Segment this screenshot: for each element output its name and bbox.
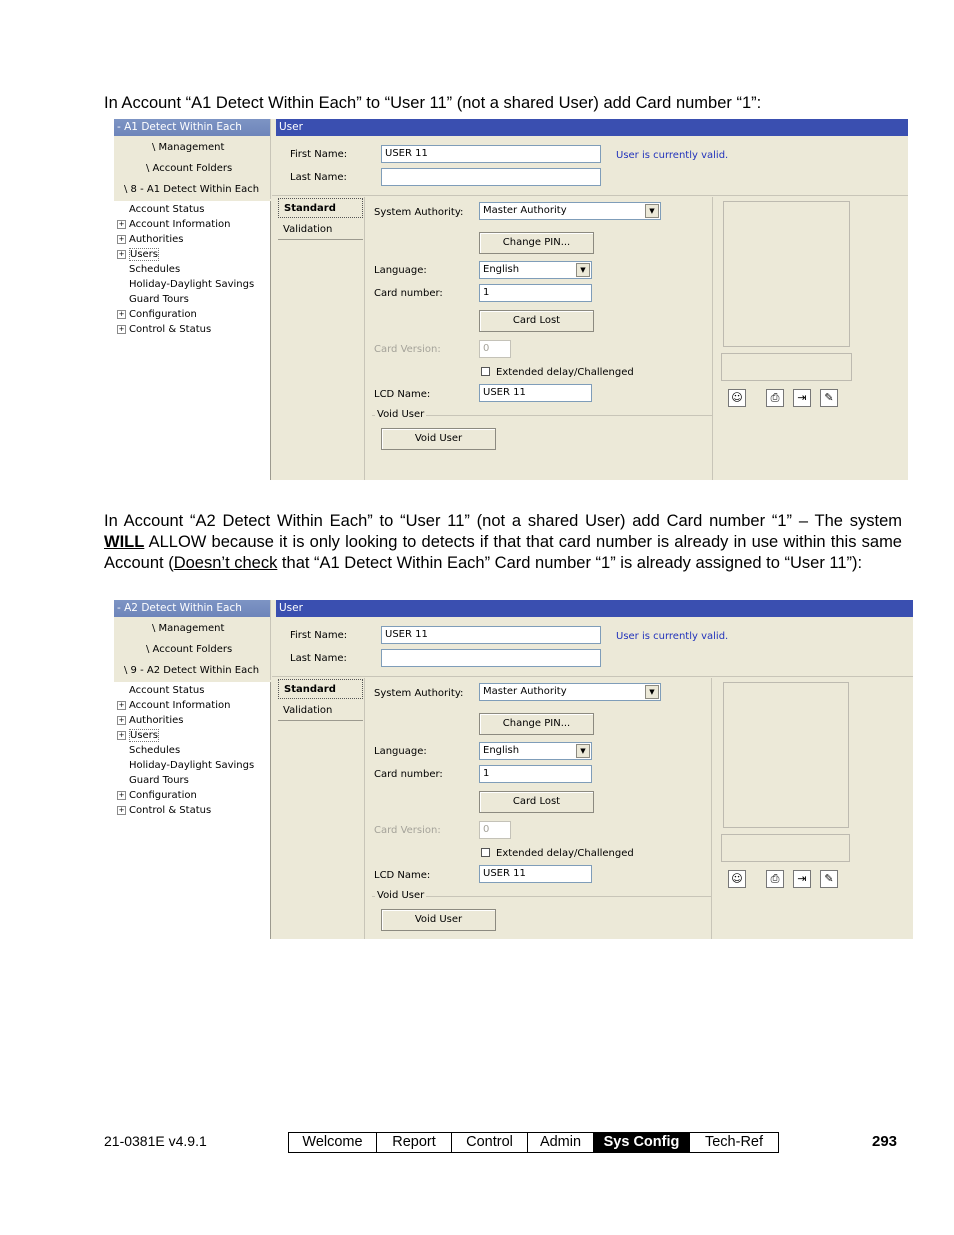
tree-item[interactable]: + Configuration (118, 790, 197, 801)
tree-title: - A2 Detect Within Each (114, 600, 270, 617)
user-panel-title: User (276, 600, 913, 617)
lcd-name-label: LCD Name: (374, 389, 431, 400)
page-number: 293 (872, 1133, 898, 1150)
tree-item[interactable]: Guard Tours (129, 294, 189, 305)
system-authority-label: System Authority: (374, 688, 464, 699)
tree-item[interactable]: Holiday-Daylight Savings (129, 279, 255, 290)
user-valid-status: User is currently valid. (616, 631, 729, 642)
screenshot-a1 (114, 119, 908, 480)
footer-tab-report[interactable]: Report (377, 1133, 452, 1152)
system-authority-select[interactable]: Master Authority ▼ (479, 683, 661, 701)
card-lost-button[interactable]: Card Lost (479, 791, 594, 813)
tab-standard[interactable]: Standard (278, 679, 363, 699)
first-name-input[interactable]: USER 11 (381, 145, 601, 163)
chevron-down-icon: ▼ (576, 744, 590, 758)
system-authority-select[interactable]: Master Authority ▼ (479, 202, 661, 220)
card-version-input: 0 (479, 821, 511, 839)
language-select[interactable]: English ▼ (479, 742, 592, 760)
card-lost-button[interactable]: Card Lost (479, 310, 594, 332)
chevron-down-icon: ▼ (645, 685, 659, 699)
lcd-name-input[interactable]: USER 11 (479, 865, 592, 883)
language-select[interactable]: English ▼ (479, 261, 592, 279)
card-version-label: Card Version: (374, 825, 441, 836)
tree-item[interactable]: + Configuration (118, 309, 197, 320)
last-name-input[interactable] (381, 168, 601, 186)
expand-icon: + (118, 325, 125, 333)
footer-tab-control[interactable]: Control (452, 1133, 528, 1152)
tree-item[interactable]: + Control & Status (118, 805, 212, 816)
extended-delay-checkbox[interactable] (481, 848, 490, 857)
tree-item[interactable]: Account Status (129, 204, 205, 215)
photo-caption-box (721, 834, 850, 862)
tree-item[interactable]: + Control & Status (118, 324, 212, 335)
extended-delay-checkbox[interactable] (481, 367, 490, 376)
printer-setup-icon[interactable]: ⇥ (793, 389, 811, 407)
card-number-label: Card number: (374, 769, 443, 780)
card-version-input: 0 (479, 340, 511, 358)
photo-caption-box (721, 353, 852, 381)
screenshot-a2 (114, 600, 913, 939)
tree-node-account[interactable]: \ 8 - A1 Detect Within Each (124, 184, 260, 195)
tools-icon[interactable]: ✎ (820, 389, 838, 407)
change-pin-button[interactable]: Change PIN... (479, 232, 594, 254)
first-name-label: First Name: (290, 630, 348, 641)
tree-item[interactable]: + Users (118, 249, 159, 260)
void-user-button[interactable]: Void User (381, 428, 496, 450)
tab-standard[interactable]: Standard (278, 198, 363, 218)
lcd-name-label: LCD Name: (374, 870, 431, 881)
intro-paragraph-1: In Account “A1 Detect Within Each” to “User 11” (not a shared User) add Card number “1”: (104, 94, 762, 112)
first-name-label: First Name: (290, 149, 348, 160)
tree-item[interactable]: + Authorities (118, 715, 184, 726)
tab-validation[interactable]: Validation (278, 220, 363, 240)
last-name-input[interactable] (381, 649, 601, 667)
tree-panel (114, 682, 271, 939)
language-label: Language: (374, 265, 427, 276)
tree-item[interactable]: Schedules (129, 264, 181, 275)
tree-item[interactable]: Account Status (129, 685, 205, 696)
tree-item[interactable]: Holiday-Daylight Savings (129, 760, 255, 771)
tree-item[interactable]: + Users (118, 730, 159, 741)
void-user-group-label: Void User (377, 890, 425, 901)
print-icon[interactable]: ⎙ (766, 870, 784, 888)
tree-header-panel (114, 600, 271, 680)
user-icon[interactable]: ☺ (728, 870, 746, 888)
tree-item[interactable]: + Authorities (118, 234, 184, 245)
document-code: 21-0381E v4.9.1 (104, 1133, 207, 1149)
first-name-input[interactable]: USER 11 (381, 626, 601, 644)
chevron-down-icon: ▼ (576, 263, 590, 277)
user-icon[interactable]: ☺ (728, 389, 746, 407)
tools-icon[interactable]: ✎ (820, 870, 838, 888)
tree-item[interactable]: + Account Information (118, 219, 231, 230)
footer-nav (288, 1132, 779, 1153)
card-number-label: Card number: (374, 288, 443, 299)
footer-tab-admin[interactable]: Admin (528, 1133, 594, 1152)
last-name-label: Last Name: (290, 653, 347, 664)
user-valid-status: User is currently valid. (616, 150, 729, 161)
tree-node-account[interactable]: \ 9 - A2 Detect Within Each (124, 665, 260, 676)
tree-header-panel (114, 119, 271, 199)
photo-frame (723, 201, 850, 347)
expand-icon: + (118, 250, 125, 258)
change-pin-button[interactable]: Change PIN... (479, 713, 594, 735)
language-label: Language: (374, 746, 427, 757)
void-user-group-label: Void User (377, 409, 425, 420)
expand-icon: + (118, 310, 125, 318)
tree-node-management[interactable]: \ Management (152, 142, 225, 153)
expand-icon: + (118, 791, 125, 799)
footer-tab-welcome[interactable]: Welcome (289, 1133, 377, 1152)
expand-icon: + (118, 235, 125, 243)
last-name-label: Last Name: (290, 172, 347, 183)
photo-frame (723, 682, 849, 828)
expand-icon: + (118, 731, 125, 739)
extended-delay-label: Extended delay/Challenged (496, 848, 634, 859)
printer-setup-icon[interactable]: ⇥ (793, 870, 811, 888)
tree-node-management[interactable]: \ Management (152, 623, 225, 634)
tree-node-account-folders[interactable]: \ Account Folders (146, 163, 233, 174)
expand-icon: + (118, 806, 125, 814)
tree-panel (114, 201, 271, 480)
void-user-button[interactable]: Void User (381, 909, 496, 931)
tree-node-account-folders[interactable]: \ Account Folders (146, 644, 233, 655)
tree-item[interactable]: Schedules (129, 745, 181, 756)
footer-tab-tech-ref[interactable]: Tech-Ref (704, 1134, 764, 1150)
tree-item[interactable]: + Account Information (118, 700, 231, 711)
print-icon[interactable]: ⎙ (766, 389, 784, 407)
expand-icon: + (118, 220, 125, 228)
extended-delay-label: Extended delay/Challenged (496, 367, 634, 378)
card-number-input[interactable]: 1 (479, 284, 592, 302)
tree-title: - A1 Detect Within Each (114, 119, 270, 136)
chevron-down-icon: ▼ (645, 204, 659, 218)
expand-icon: + (118, 701, 125, 709)
lcd-name-input[interactable]: USER 11 (479, 384, 592, 402)
user-panel-title: User (276, 119, 908, 136)
tree-item[interactable]: Guard Tours (129, 775, 189, 786)
expand-icon: + (118, 716, 125, 724)
footer-tab-sys-config[interactable]: Sys Config (594, 1133, 690, 1152)
card-version-label: Card Version: (374, 344, 441, 355)
card-number-input[interactable]: 1 (479, 765, 592, 783)
system-authority-label: System Authority: (374, 207, 464, 218)
tab-validation[interactable]: Validation (278, 701, 363, 721)
intro-paragraph-2: In Account “A2 Detect Within Each” to “User 11” (not a shared User) add Card number “1” – The system WILL ALLOW because it is only looking to detects if that that card number is already in use within this same Account (Doesn’t check that “A1 Detect Within Each” Card number “1” is already assigned to “User 11”): (104, 512, 902, 572)
